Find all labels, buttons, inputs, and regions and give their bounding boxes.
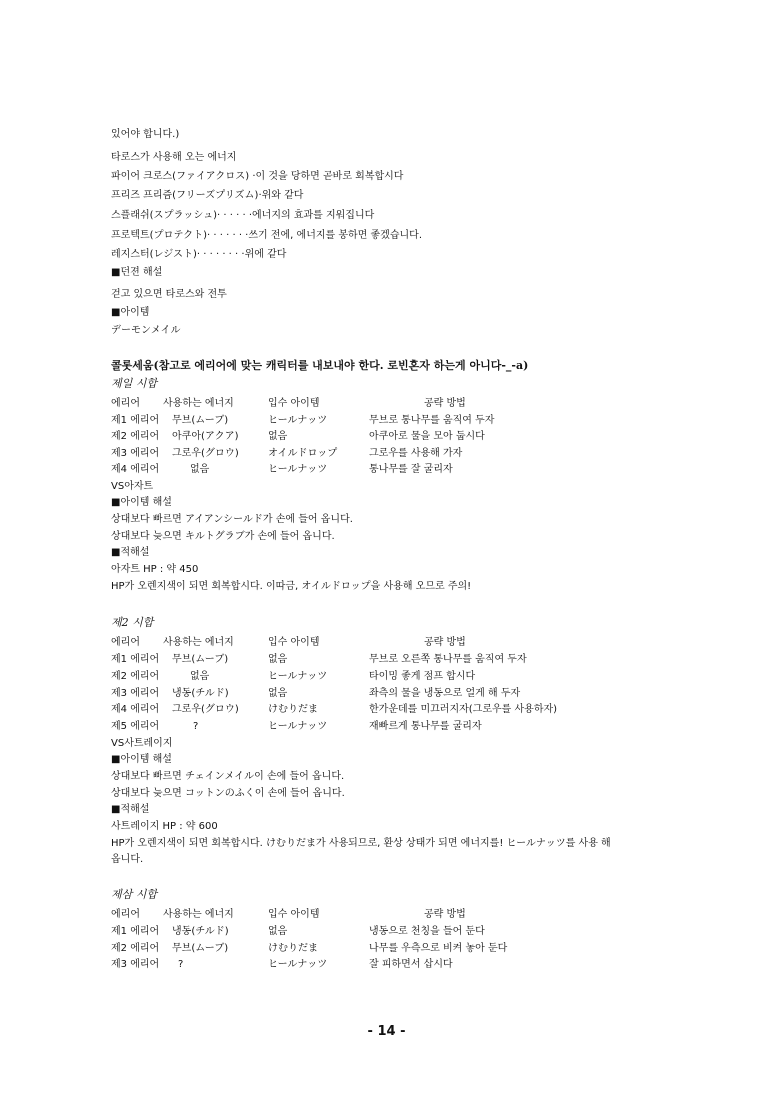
table-cell: 제2 에리어 [111, 943, 160, 954]
table-cell: 통나무를 잘 굴리자 [369, 464, 453, 475]
table-cell: 없음 [268, 654, 288, 665]
table-header: 공략 방법 [424, 909, 466, 920]
table-cell: 잘 피하면서 삽시다 [369, 959, 453, 970]
table-cell: 한가운데를 미끄러지자(그로우를 사용하자) [369, 704, 558, 715]
note-line: 옵니다. [111, 854, 144, 865]
table-cell: 제4 에리어 [111, 704, 160, 715]
table-cell: 없음 [268, 431, 288, 442]
table-cell: 제5 에리어 [111, 721, 160, 732]
vs-enemy: VS아자트 [111, 481, 154, 492]
table-cell: ヒールナッツ [268, 464, 328, 475]
table-cell: 나무를 우측으로 비켜 놓아 둔다 [369, 943, 508, 954]
table-cell: ヒールナッツ [268, 721, 328, 732]
page-number: - 14 - [367, 1024, 406, 1039]
table-cell: ヒールナッツ [268, 415, 328, 426]
table-cell: ヒールナッツ [268, 671, 328, 682]
table-header: 에리어 [111, 398, 140, 409]
table-cell: 제3 에리어 [111, 688, 160, 699]
table-cell: 그로우(グロウ) [172, 448, 239, 459]
table-header: 입수 아이템 [268, 398, 320, 409]
table-header: 사용하는 에너지 [163, 637, 234, 648]
table-cell: 아쿠아(アクア) [172, 431, 239, 442]
table-cell: 타이밍 좋게 점프 합시다 [369, 671, 476, 682]
table-header: 에리어 [111, 637, 140, 648]
intro-line: 프로텍트(プロテクト)· · · · · · ·쓰기 전에, 에너지를 봉하면 좋겠습니다. [111, 230, 422, 241]
table-cell: 무브로 통나무를 움직여 두자 [369, 415, 495, 426]
intro-line: 걷고 있으면 타로스와 전투 [111, 289, 227, 300]
table-cell: 재빠르게 통나무를 굴리자 [369, 721, 482, 732]
item-name: デーモンメイル [111, 325, 181, 336]
vs-enemy: VS사트레이지 [111, 738, 173, 749]
intro-line: 있어야 합니다.) [111, 129, 180, 140]
table-header: 입수 아이템 [268, 909, 320, 920]
table-cell: 그로우를 사용해 가자 [369, 448, 463, 459]
intro-line: 레지스터(レジスト)· · · · · · · ·위에 같다 [111, 249, 287, 260]
intro-line: 파이어 크로스(ファイアクロス) ·이 것을 당하면 곧바로 회복합시다 [111, 171, 404, 182]
table-cell: ? [193, 721, 199, 732]
table-header: 공략 방법 [424, 637, 466, 648]
intro-line: 타로스가 사용해 오는 에너지 [111, 152, 237, 163]
section-subheading: ■아이템 [111, 307, 150, 318]
table-cell: けむりだま [268, 943, 318, 954]
section-title: 콜롯세움(참고로 에리어에 맞는 캐릭터를 내보내야 한다. 로빈혼자 하는게 아니다-_-a) [111, 359, 529, 372]
table-cell: 제1 에리어 [111, 654, 160, 665]
trial-title: 제2 시합 [111, 616, 154, 629]
trial-title: 제일 시합 [111, 377, 158, 390]
table-cell: 무브(ムーブ) [172, 943, 229, 954]
note-line: 사트레이지 HP : 약 600 [111, 821, 218, 832]
note-line: 상대보다 늦으면 キルトグラブ가 손에 들어 옵니다. [111, 531, 335, 542]
table-cell: 아쿠아로 물을 모아 둡시다 [369, 431, 485, 442]
table-cell: オイルドロップ [268, 448, 338, 459]
table-cell: ? [178, 959, 184, 970]
table-header: 사용하는 에너지 [163, 909, 234, 920]
table-header: 공략 방법 [424, 398, 466, 409]
section-subheading: ■아이템 해설 [111, 754, 172, 765]
table-cell: 제1 에리어 [111, 926, 160, 937]
table-cell: 좌측의 물을 냉동으로 얼게 해 두자 [369, 688, 521, 699]
section-subheading: ■적해설 [111, 804, 150, 815]
table-header: 입수 아이템 [268, 637, 320, 648]
table-cell: 제2 에리어 [111, 431, 160, 442]
section-subheading: ■아이템 해설 [111, 497, 172, 508]
note-line: 상대보다 늦으면 コットンのふく이 손에 들어 옵니다. [111, 788, 345, 799]
section-subheading: ■적해설 [111, 547, 150, 558]
table-cell: 제3 에리어 [111, 959, 160, 970]
intro-line: 프리즈 프리즘(フリーズプリズム)·위와 같다 [111, 190, 304, 201]
table-cell: ヒールナッツ [268, 959, 328, 970]
table-cell: 냉동으로 천칭을 들어 둔다 [369, 926, 485, 937]
table-header: 에리어 [111, 909, 140, 920]
table-cell: 제1 에리어 [111, 415, 160, 426]
section-subheading: ■던젼 해설 [111, 267, 163, 278]
note-line: HP가 오렌지색이 되면 회복합시다. けむりだま가 사용되므로, 환상 상태가 되면 에너지를! ヒールナッツ를 사용 해 [111, 838, 611, 849]
table-cell: 제3 에리어 [111, 448, 160, 459]
table-cell: 냉동(チルド) [172, 688, 229, 699]
note-line: 상대보다 빠르면 アイアンシールド가 손에 들어 옵니다. [111, 514, 353, 525]
table-cell: 무브(ムーブ) [172, 415, 229, 426]
table-cell: 제4 에리어 [111, 464, 160, 475]
table-cell: 없음 [190, 464, 210, 475]
table-cell: 없음 [268, 926, 288, 937]
table-cell: 제2 에리어 [111, 671, 160, 682]
note-line: 아자트 HP : 약 450 [111, 564, 199, 575]
intro-line: 스플래쉬(スプラッシュ)· · · · · ·에너지의 효과를 지워집니다 [111, 210, 375, 221]
trial-title: 제삼 시합 [111, 888, 158, 901]
table-cell: 없음 [190, 671, 210, 682]
table-cell: けむりだま [268, 704, 318, 715]
table-cell: 무브로 오른쪽 통나무를 움직여 두자 [369, 654, 527, 665]
table-cell: 그로우(グロウ) [172, 704, 239, 715]
table-cell: 무브(ムーブ) [172, 654, 229, 665]
table-cell: 없음 [268, 688, 288, 699]
table-cell: 냉동(チルド) [172, 926, 229, 937]
note-line: 상대보다 빠르면 チェインメイル이 손에 들어 옵니다. [111, 771, 345, 782]
note-line: HP가 오렌지색이 되면 회복합시다. 이따금, オイルドロップ을 사용해 오므로 주의! [111, 581, 472, 592]
table-header: 사용하는 에너지 [163, 398, 234, 409]
